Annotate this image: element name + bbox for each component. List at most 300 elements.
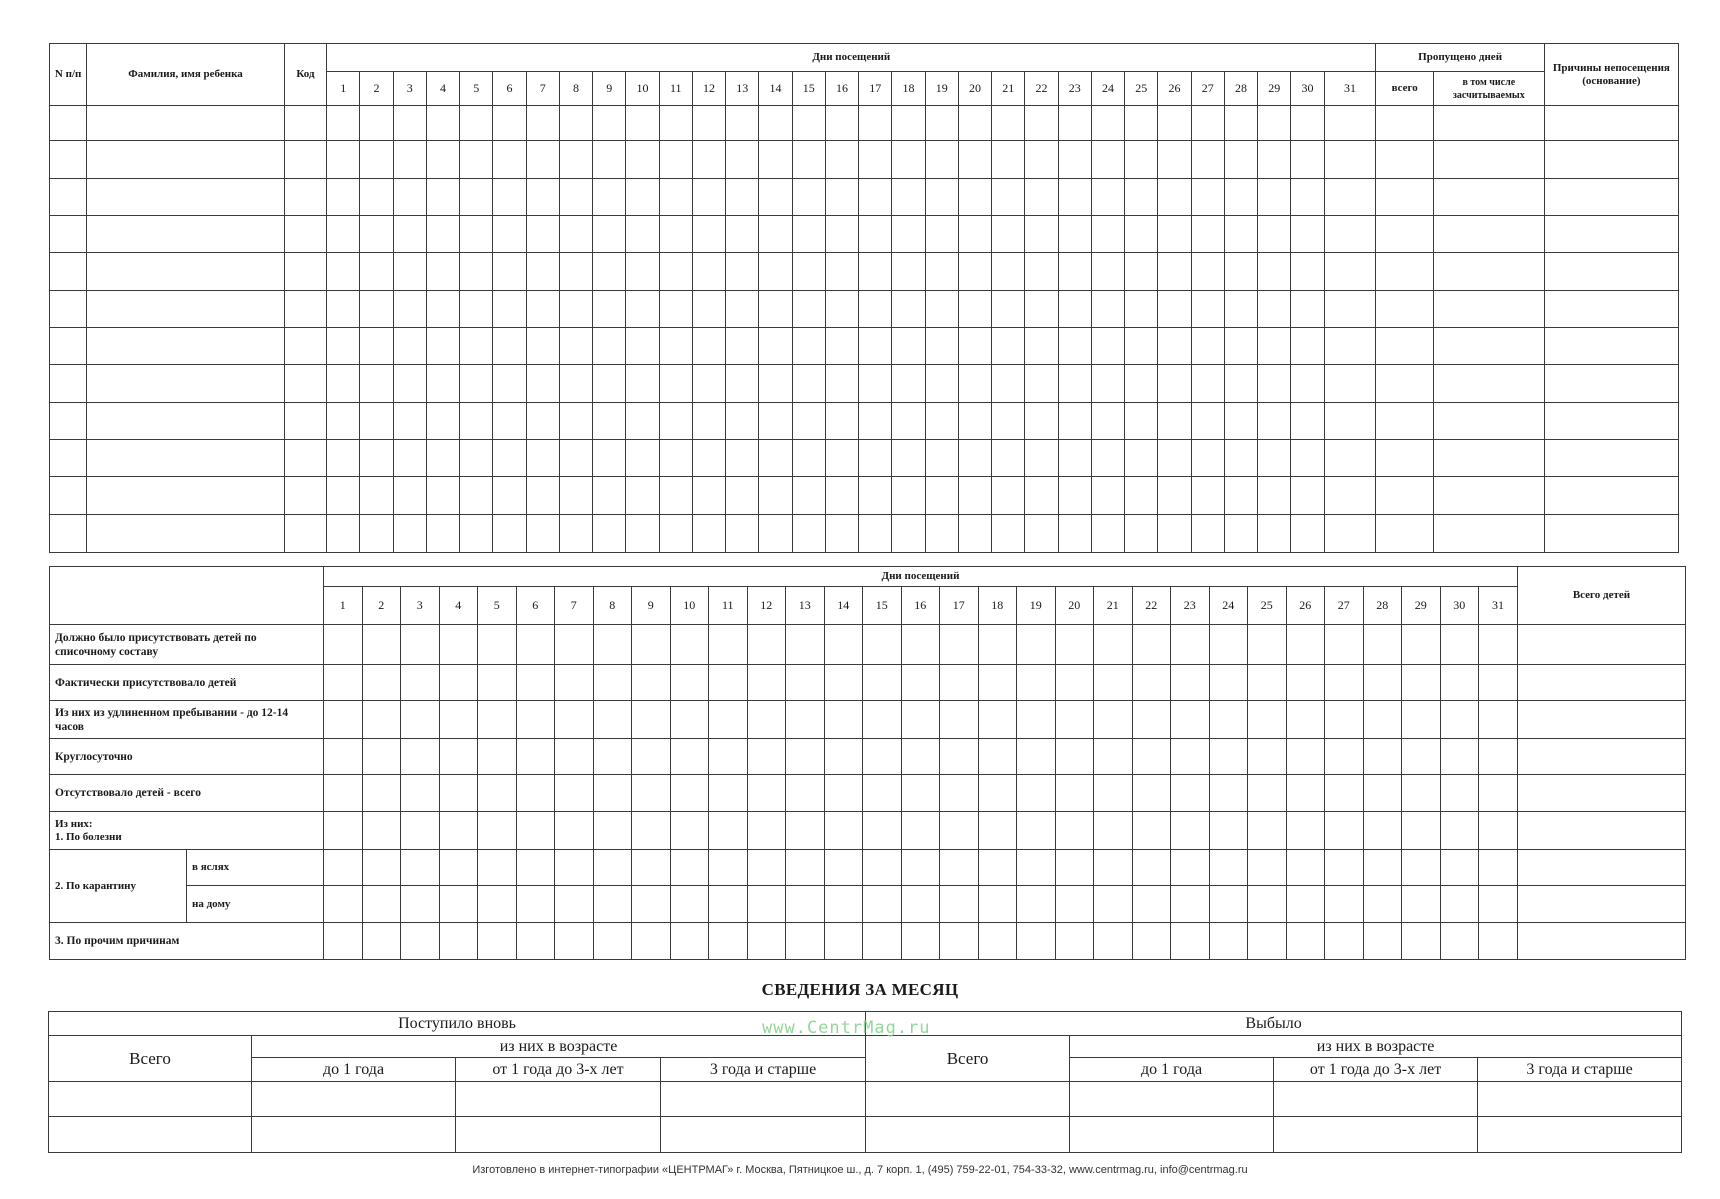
daily-cell[interactable]: [1248, 625, 1287, 665]
daily-cell[interactable]: [1440, 850, 1479, 886]
attendance-cell[interactable]: [426, 141, 459, 179]
attendance-cell[interactable]: [1058, 106, 1091, 141]
daily-cell[interactable]: [1248, 665, 1287, 701]
daily-cell[interactable]: [1094, 665, 1133, 701]
daily-cell[interactable]: [593, 886, 632, 923]
daily-cell[interactable]: [1402, 739, 1441, 775]
daily-cell[interactable]: [786, 812, 825, 850]
daily-cell[interactable]: [516, 886, 555, 923]
attendance-cell[interactable]: [892, 179, 925, 216]
attendance-cell[interactable]: [393, 440, 426, 477]
attendance-cell[interactable]: [360, 216, 393, 253]
daily-cell[interactable]: [1094, 812, 1133, 850]
daily-cell[interactable]: [863, 812, 902, 850]
daily-cell[interactable]: [555, 665, 594, 701]
attendance-cell[interactable]: [593, 440, 626, 477]
attendance-cell[interactable]: [925, 328, 958, 365]
attendance-cell[interactable]: [1158, 365, 1191, 403]
attendance-cell[interactable]: [792, 253, 825, 291]
attendance-cell[interactable]: [393, 141, 426, 179]
attendance-cell[interactable]: [284, 440, 326, 477]
attendance-cell[interactable]: [50, 440, 87, 477]
attendance-cell[interactable]: [1091, 179, 1124, 216]
daily-cell[interactable]: [478, 775, 517, 812]
daily-cell[interactable]: [324, 739, 363, 775]
daily-cell[interactable]: [516, 775, 555, 812]
attendance-cell[interactable]: [284, 365, 326, 403]
daily-cell[interactable]: [940, 886, 979, 923]
attendance-cell[interactable]: [1224, 515, 1257, 553]
attendance-cell[interactable]: [493, 403, 526, 440]
attendance-cell[interactable]: [1258, 141, 1291, 179]
daily-cell[interactable]: [940, 665, 979, 701]
attendance-cell[interactable]: [50, 216, 87, 253]
attendance-cell[interactable]: [892, 440, 925, 477]
attendance-cell[interactable]: [1091, 477, 1124, 515]
attendance-cell[interactable]: [1324, 365, 1376, 403]
attendance-cell[interactable]: [393, 477, 426, 515]
daily-cell[interactable]: [439, 665, 478, 701]
attendance-cell[interactable]: [1291, 216, 1324, 253]
attendance-cell[interactable]: [493, 365, 526, 403]
daily-cell[interactable]: [1017, 665, 1056, 701]
daily-cell[interactable]: [555, 625, 594, 665]
daily-cell[interactable]: [1055, 812, 1094, 850]
attendance-cell[interactable]: [859, 179, 892, 216]
attendance-cell[interactable]: [1091, 365, 1124, 403]
attendance-cell[interactable]: [526, 477, 559, 515]
daily-cell[interactable]: [824, 701, 863, 739]
attendance-cell[interactable]: [1158, 106, 1191, 141]
daily-cell[interactable]: [1440, 739, 1479, 775]
daily-cell[interactable]: [1171, 850, 1210, 886]
daily-cell[interactable]: [709, 850, 748, 886]
daily-cell[interactable]: [324, 775, 363, 812]
daily-cell[interactable]: [1132, 850, 1171, 886]
attendance-cell[interactable]: [593, 179, 626, 216]
attendance-cell[interactable]: [726, 515, 759, 553]
daily-cell[interactable]: [1055, 886, 1094, 923]
attendance-cell[interactable]: [1258, 365, 1291, 403]
daily-cell[interactable]: [863, 739, 902, 775]
attendance-cell[interactable]: [825, 141, 858, 179]
attendance-cell[interactable]: [726, 216, 759, 253]
attendance-cell[interactable]: [992, 403, 1025, 440]
attendance-cell[interactable]: [426, 253, 459, 291]
attendance-cell[interactable]: [50, 328, 87, 365]
attendance-cell[interactable]: [593, 365, 626, 403]
daily-cell[interactable]: [593, 701, 632, 739]
daily-cell[interactable]: [1325, 625, 1364, 665]
attendance-cell[interactable]: [825, 328, 858, 365]
daily-cell[interactable]: [1440, 886, 1479, 923]
daily-cell[interactable]: [863, 665, 902, 701]
attendance-cell[interactable]: [1544, 291, 1678, 328]
attendance-cell[interactable]: [1191, 179, 1224, 216]
attendance-cell[interactable]: [759, 403, 792, 440]
daily-cell[interactable]: [747, 739, 786, 775]
daily-cell[interactable]: [632, 775, 671, 812]
attendance-cell[interactable]: [559, 141, 592, 179]
attendance-cell[interactable]: [1324, 403, 1376, 440]
attendance-cell[interactable]: [1125, 477, 1158, 515]
daily-cell[interactable]: [670, 850, 709, 886]
attendance-cell[interactable]: [925, 291, 958, 328]
attendance-cell[interactable]: [87, 253, 285, 291]
daily-cell[interactable]: [1517, 665, 1685, 701]
daily-cell[interactable]: [1325, 923, 1364, 960]
daily-cell[interactable]: [1171, 886, 1210, 923]
daily-cell[interactable]: [1171, 812, 1210, 850]
attendance-cell[interactable]: [626, 179, 659, 216]
attendance-cell[interactable]: [659, 253, 692, 291]
attendance-cell[interactable]: [792, 216, 825, 253]
attendance-cell[interactable]: [327, 403, 360, 440]
daily-cell[interactable]: [824, 739, 863, 775]
daily-cell[interactable]: [978, 701, 1017, 739]
attendance-cell[interactable]: [1224, 365, 1257, 403]
attendance-cell[interactable]: [726, 365, 759, 403]
attendance-cell[interactable]: [1158, 515, 1191, 553]
attendance-cell[interactable]: [493, 328, 526, 365]
daily-cell[interactable]: [632, 923, 671, 960]
attendance-cell[interactable]: [559, 403, 592, 440]
daily-cell[interactable]: [555, 701, 594, 739]
daily-cell[interactable]: [901, 739, 940, 775]
daily-cell[interactable]: [1171, 665, 1210, 701]
daily-cell[interactable]: [478, 886, 517, 923]
attendance-cell[interactable]: [426, 216, 459, 253]
attendance-cell[interactable]: [1544, 106, 1678, 141]
attendance-cell[interactable]: [1058, 403, 1091, 440]
daily-cell[interactable]: [1479, 850, 1518, 886]
attendance-cell[interactable]: [1291, 403, 1324, 440]
daily-cell[interactable]: [1402, 850, 1441, 886]
attendance-cell[interactable]: [1058, 216, 1091, 253]
attendance-cell[interactable]: [284, 477, 326, 515]
attendance-cell[interactable]: [1125, 291, 1158, 328]
attendance-cell[interactable]: [1224, 328, 1257, 365]
attendance-cell[interactable]: [692, 515, 725, 553]
attendance-cell[interactable]: [1191, 216, 1224, 253]
attendance-cell[interactable]: [460, 365, 493, 403]
attendance-cell[interactable]: [1158, 216, 1191, 253]
daily-cell[interactable]: [632, 701, 671, 739]
daily-cell[interactable]: [1094, 739, 1133, 775]
daily-cell[interactable]: [478, 625, 517, 665]
daily-cell[interactable]: [863, 625, 902, 665]
daily-cell[interactable]: [901, 625, 940, 665]
daily-cell[interactable]: [324, 923, 363, 960]
daily-cell[interactable]: [978, 665, 1017, 701]
attendance-cell[interactable]: [50, 106, 87, 141]
daily-cell[interactable]: [786, 665, 825, 701]
daily-cell[interactable]: [670, 701, 709, 739]
attendance-cell[interactable]: [493, 515, 526, 553]
daily-cell[interactable]: [709, 625, 748, 665]
daily-cell[interactable]: [824, 665, 863, 701]
attendance-cell[interactable]: [526, 179, 559, 216]
attendance-cell[interactable]: [759, 291, 792, 328]
daily-cell[interactable]: [670, 665, 709, 701]
attendance-cell[interactable]: [460, 106, 493, 141]
attendance-cell[interactable]: [1091, 253, 1124, 291]
daily-cell[interactable]: [1517, 850, 1685, 886]
attendance-cell[interactable]: [460, 253, 493, 291]
daily-cell[interactable]: [401, 775, 440, 812]
attendance-cell[interactable]: [360, 515, 393, 553]
attendance-cell[interactable]: [825, 179, 858, 216]
attendance-cell[interactable]: [1291, 253, 1324, 291]
daily-cell[interactable]: [747, 701, 786, 739]
attendance-cell[interactable]: [284, 515, 326, 553]
summary-cell[interactable]: [456, 1082, 661, 1117]
daily-cell[interactable]: [670, 775, 709, 812]
attendance-cell[interactable]: [892, 253, 925, 291]
daily-cell[interactable]: [324, 886, 363, 923]
attendance-cell[interactable]: [493, 106, 526, 141]
daily-cell[interactable]: [1055, 665, 1094, 701]
daily-cell[interactable]: [362, 701, 401, 739]
attendance-cell[interactable]: [1158, 179, 1191, 216]
attendance-cell[interactable]: [327, 106, 360, 141]
attendance-cell[interactable]: [1025, 403, 1058, 440]
attendance-cell[interactable]: [1324, 216, 1376, 253]
daily-cell[interactable]: [1479, 886, 1518, 923]
summary-cell[interactable]: [866, 1117, 1070, 1153]
attendance-cell[interactable]: [1191, 515, 1224, 553]
attendance-cell[interactable]: [1291, 477, 1324, 515]
attendance-cell[interactable]: [1544, 216, 1678, 253]
daily-cell[interactable]: [516, 665, 555, 701]
attendance-cell[interactable]: [360, 365, 393, 403]
attendance-cell[interactable]: [1125, 403, 1158, 440]
attendance-cell[interactable]: [1025, 440, 1058, 477]
daily-cell[interactable]: [362, 886, 401, 923]
attendance-cell[interactable]: [327, 253, 360, 291]
attendance-cell[interactable]: [825, 515, 858, 553]
daily-cell[interactable]: [1094, 923, 1133, 960]
summary-cell[interactable]: [456, 1117, 661, 1153]
attendance-cell[interactable]: [1544, 477, 1678, 515]
attendance-cell[interactable]: [526, 291, 559, 328]
summary-cell[interactable]: [866, 1082, 1070, 1117]
daily-cell[interactable]: [863, 886, 902, 923]
attendance-cell[interactable]: [1258, 477, 1291, 515]
daily-cell[interactable]: [1363, 812, 1402, 850]
attendance-cell[interactable]: [692, 106, 725, 141]
attendance-cell[interactable]: [526, 440, 559, 477]
attendance-cell[interactable]: [87, 106, 285, 141]
attendance-cell[interactable]: [284, 328, 326, 365]
attendance-cell[interactable]: [1376, 216, 1433, 253]
attendance-cell[interactable]: [958, 477, 991, 515]
attendance-cell[interactable]: [1158, 328, 1191, 365]
attendance-cell[interactable]: [759, 179, 792, 216]
attendance-cell[interactable]: [925, 477, 958, 515]
attendance-cell[interactable]: [925, 106, 958, 141]
attendance-cell[interactable]: [859, 403, 892, 440]
attendance-cell[interactable]: [87, 365, 285, 403]
daily-cell[interactable]: [478, 701, 517, 739]
attendance-cell[interactable]: [992, 365, 1025, 403]
attendance-cell[interactable]: [726, 291, 759, 328]
attendance-cell[interactable]: [992, 515, 1025, 553]
daily-cell[interactable]: [940, 701, 979, 739]
attendance-cell[interactable]: [1376, 253, 1433, 291]
attendance-cell[interactable]: [1191, 291, 1224, 328]
daily-cell[interactable]: [1094, 625, 1133, 665]
attendance-cell[interactable]: [1058, 179, 1091, 216]
attendance-cell[interactable]: [87, 403, 285, 440]
daily-cell[interactable]: [1248, 923, 1287, 960]
attendance-cell[interactable]: [859, 291, 892, 328]
daily-cell[interactable]: [439, 850, 478, 886]
attendance-cell[interactable]: [1025, 515, 1058, 553]
daily-cell[interactable]: [1209, 812, 1248, 850]
attendance-cell[interactable]: [360, 477, 393, 515]
daily-cell[interactable]: [1132, 739, 1171, 775]
attendance-cell[interactable]: [1025, 253, 1058, 291]
attendance-cell[interactable]: [360, 291, 393, 328]
daily-cell[interactable]: [439, 739, 478, 775]
attendance-cell[interactable]: [1224, 440, 1257, 477]
attendance-cell[interactable]: [1125, 106, 1158, 141]
attendance-cell[interactable]: [792, 365, 825, 403]
daily-cell[interactable]: [901, 923, 940, 960]
daily-cell[interactable]: [1171, 739, 1210, 775]
attendance-cell[interactable]: [659, 216, 692, 253]
daily-cell[interactable]: [1209, 850, 1248, 886]
attendance-cell[interactable]: [1291, 179, 1324, 216]
attendance-cell[interactable]: [526, 253, 559, 291]
daily-cell[interactable]: [439, 775, 478, 812]
attendance-cell[interactable]: [792, 106, 825, 141]
daily-cell[interactable]: [362, 665, 401, 701]
attendance-cell[interactable]: [1091, 291, 1124, 328]
daily-cell[interactable]: [1325, 701, 1364, 739]
summary-cell[interactable]: [1274, 1117, 1478, 1153]
attendance-cell[interactable]: [1224, 253, 1257, 291]
attendance-cell[interactable]: [284, 141, 326, 179]
attendance-cell[interactable]: [792, 328, 825, 365]
attendance-cell[interactable]: [1376, 515, 1433, 553]
attendance-cell[interactable]: [426, 328, 459, 365]
daily-cell[interactable]: [555, 923, 594, 960]
attendance-cell[interactable]: [1224, 477, 1257, 515]
attendance-cell[interactable]: [327, 179, 360, 216]
attendance-cell[interactable]: [1258, 515, 1291, 553]
attendance-cell[interactable]: [1544, 328, 1678, 365]
daily-cell[interactable]: [1286, 739, 1325, 775]
attendance-cell[interactable]: [559, 365, 592, 403]
daily-cell[interactable]: [978, 775, 1017, 812]
attendance-cell[interactable]: [360, 179, 393, 216]
attendance-cell[interactable]: [360, 403, 393, 440]
attendance-cell[interactable]: [825, 253, 858, 291]
attendance-cell[interactable]: [626, 328, 659, 365]
attendance-cell[interactable]: [692, 141, 725, 179]
daily-cell[interactable]: [516, 625, 555, 665]
attendance-cell[interactable]: [1158, 291, 1191, 328]
daily-cell[interactable]: [1017, 625, 1056, 665]
daily-cell[interactable]: [786, 739, 825, 775]
attendance-cell[interactable]: [1058, 328, 1091, 365]
attendance-cell[interactable]: [559, 216, 592, 253]
daily-cell[interactable]: [593, 812, 632, 850]
attendance-cell[interactable]: [659, 515, 692, 553]
daily-cell[interactable]: [1479, 665, 1518, 701]
attendance-cell[interactable]: [1125, 141, 1158, 179]
daily-cell[interactable]: [362, 775, 401, 812]
daily-cell[interactable]: [824, 775, 863, 812]
attendance-cell[interactable]: [726, 328, 759, 365]
daily-cell[interactable]: [1479, 625, 1518, 665]
attendance-cell[interactable]: [1058, 291, 1091, 328]
daily-cell[interactable]: [901, 886, 940, 923]
daily-cell[interactable]: [1209, 665, 1248, 701]
attendance-cell[interactable]: [393, 179, 426, 216]
daily-cell[interactable]: [1132, 665, 1171, 701]
attendance-cell[interactable]: [426, 403, 459, 440]
daily-cell[interactable]: [863, 701, 902, 739]
attendance-cell[interactable]: [626, 141, 659, 179]
attendance-cell[interactable]: [1376, 179, 1433, 216]
attendance-cell[interactable]: [393, 216, 426, 253]
attendance-cell[interactable]: [559, 515, 592, 553]
attendance-cell[interactable]: [958, 179, 991, 216]
attendance-cell[interactable]: [526, 106, 559, 141]
attendance-cell[interactable]: [892, 216, 925, 253]
attendance-cell[interactable]: [925, 179, 958, 216]
daily-cell[interactable]: [555, 886, 594, 923]
attendance-cell[interactable]: [284, 403, 326, 440]
attendance-cell[interactable]: [925, 365, 958, 403]
attendance-cell[interactable]: [1125, 216, 1158, 253]
attendance-cell[interactable]: [559, 291, 592, 328]
attendance-cell[interactable]: [593, 477, 626, 515]
daily-cell[interactable]: [555, 812, 594, 850]
daily-cell[interactable]: [1055, 775, 1094, 812]
attendance-cell[interactable]: [1324, 141, 1376, 179]
daily-cell[interactable]: [1094, 775, 1133, 812]
daily-cell[interactable]: [1248, 850, 1287, 886]
attendance-cell[interactable]: [50, 477, 87, 515]
attendance-cell[interactable]: [87, 179, 285, 216]
daily-cell[interactable]: [1248, 775, 1287, 812]
attendance-cell[interactable]: [1191, 106, 1224, 141]
attendance-cell[interactable]: [1258, 253, 1291, 291]
daily-cell[interactable]: [516, 739, 555, 775]
attendance-cell[interactable]: [825, 440, 858, 477]
attendance-cell[interactable]: [50, 365, 87, 403]
attendance-cell[interactable]: [50, 141, 87, 179]
attendance-cell[interactable]: [559, 477, 592, 515]
daily-cell[interactable]: [709, 923, 748, 960]
attendance-cell[interactable]: [1376, 141, 1433, 179]
attendance-cell[interactable]: [493, 440, 526, 477]
daily-cell[interactable]: [1055, 701, 1094, 739]
attendance-cell[interactable]: [1058, 253, 1091, 291]
summary-cell[interactable]: [252, 1082, 456, 1117]
attendance-cell[interactable]: [460, 440, 493, 477]
attendance-cell[interactable]: [526, 515, 559, 553]
daily-cell[interactable]: [1517, 739, 1685, 775]
attendance-cell[interactable]: [87, 477, 285, 515]
attendance-cell[interactable]: [1158, 141, 1191, 179]
daily-cell[interactable]: [1479, 701, 1518, 739]
attendance-cell[interactable]: [1191, 253, 1224, 291]
